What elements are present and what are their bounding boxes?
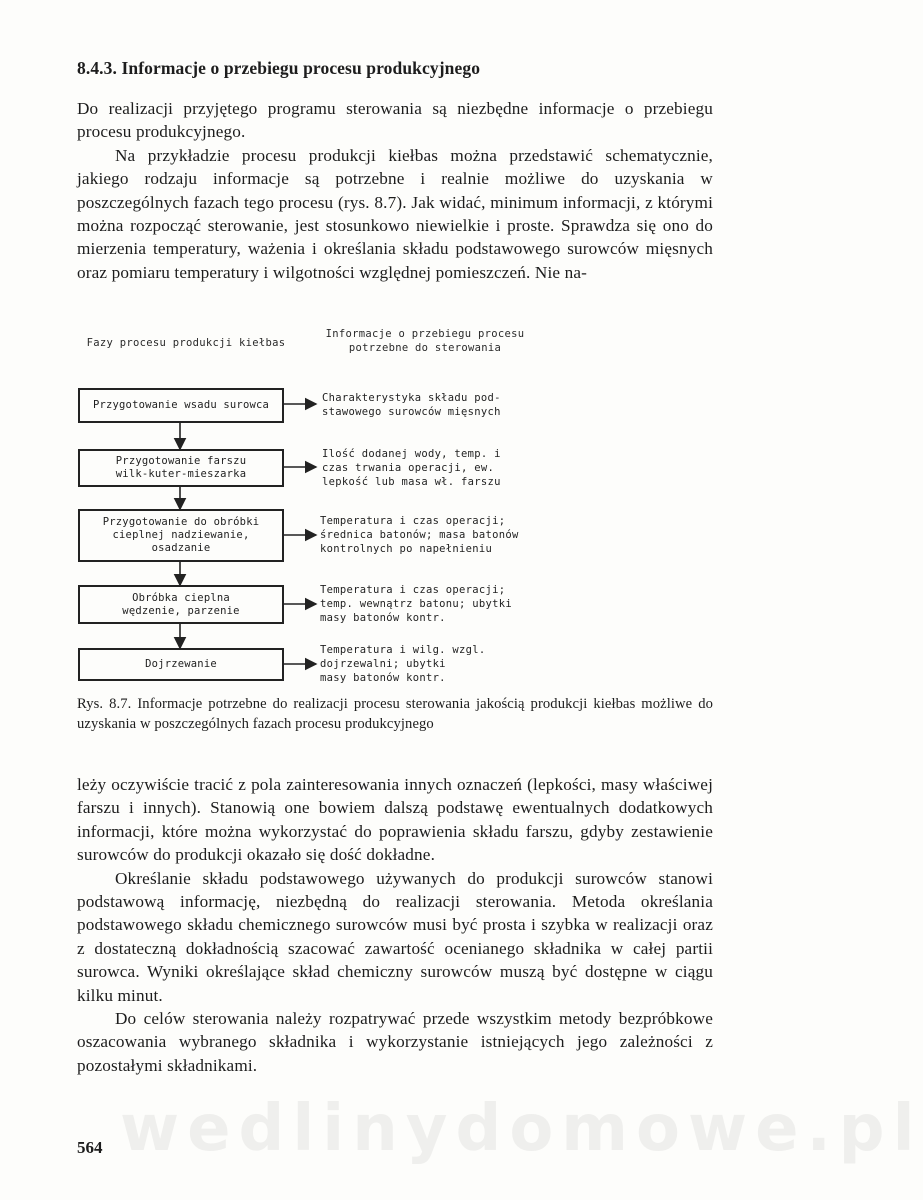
- phase-box-2: Przygotowanie farszu wilk-kuter-mieszarka: [78, 449, 284, 487]
- section-heading: 8.4.3. Informacje o przebiegu procesu produkcyjnego: [77, 58, 481, 78]
- body-paragraph-2: Określanie składu podstawowego używanych do produkcji surowców stanowi podstawową informację, niezbędną do realizacji sterowania. Metoda określania podstawowego składu chemicznego surowców musi być prosta i szybka w realizacji oraz z dostateczną dokładnością szacować zawartość ocenianego składnika w całej partii surowca. Wyniki określające skład chemiczny surowców muszą być dostępne w ciągu kilku minut.: [77, 868, 713, 1005]
- body-paragraph-1: leży oczywiście tracić z pola zainteresowania innych oznaczeń (lepkości, masy właściwej farszu i innych). Stanowią one bowiem dalszą podstawę ewentualnych dodatkowych informacji, które można wykorzystać do poprawienia składu farszu, gdyby zestawienie surowców do produkcji okazało się dość dokładne.: [77, 775, 713, 865]
- phase-box-4: Obróbka cieplna wędzenie, parzenie: [78, 585, 284, 624]
- phase-info-5: Temperatura i wilg. wzgl. dojrzewalni; ubytki masy batonów kontr.: [320, 644, 486, 684]
- watermark: wedlinydomowe.pl: [120, 1092, 923, 1166]
- body-text: [77, 773, 713, 1077]
- phase-box-3: Przygotowanie do obróbki cieplnej nadziewanie, osadzanie: [78, 509, 284, 562]
- intro-body: Na przykładzie procesu produkcji kiełbas można przedstawić schematycznie, jakiego rodzaju informacje są potrzebne i realnie możliwe do uzyskania w poszczególnych fazach tego procesu (rys. 8.7). Jak widać, minimum informacji, z którymi można rozpocząć sterowanie, jest stosunkowo niewielkie i proste. Sprawdza się ono do mierzenia temperatury, ważenia i określania składu podstawowego surowców mięsnych oraz pomiaru temperatury i wilgotności względnej pomieszczeń. Nie na-: [77, 145, 713, 282]
- column-header-phases: Fazy procesu produkcji kiełbas: [86, 337, 286, 349]
- phase-info-3: Temperatura i czas operacji; średnica batonów; masa batonów kontrolnych po napełnieniu: [320, 515, 519, 555]
- phase-box-5: Dojrzewanie: [78, 648, 284, 681]
- page-number: 564: [77, 1138, 103, 1157]
- phase-info-1: Charakterystyka składu pod- stawowego surowców mięsnych: [322, 392, 501, 418]
- intro-line: Do realizacji przyjętego programu sterowania są niezbędne informacje o przebiegu procesu produkcyjnego.: [77, 99, 713, 142]
- phase-info-4: Temperatura i czas operacji; temp. wewnątrz batonu; ubytki masy batonów kontr.: [320, 584, 513, 624]
- figure-caption: Rys. 8.7. Informacje potrzebne do realizacji procesu sterowania jakością produkcji kiełbas możliwe do uzyskania w poszczególnych fazach procesu produkcyjnego: [77, 696, 713, 732]
- column-header-info-line2: potrzebne do sterowania: [348, 342, 502, 354]
- phase-info-2: Ilość dodanej wody, temp. i czas trwania operacji, ew. lepkość lub masa wł. farszu: [322, 448, 501, 488]
- column-header-info-line1: Informacje o przebiegu procesu: [325, 328, 525, 340]
- phase-box-1: Przygotowanie wsadu surowca: [78, 388, 284, 423]
- body-paragraph-3: Do celów sterowania należy rozpatrywać przede wszystkim metody bezpróbkowe oszacowania wybranego składnika i wykorzystanie istniejących jego zależności z pozostałymi składnikami.: [77, 1009, 713, 1075]
